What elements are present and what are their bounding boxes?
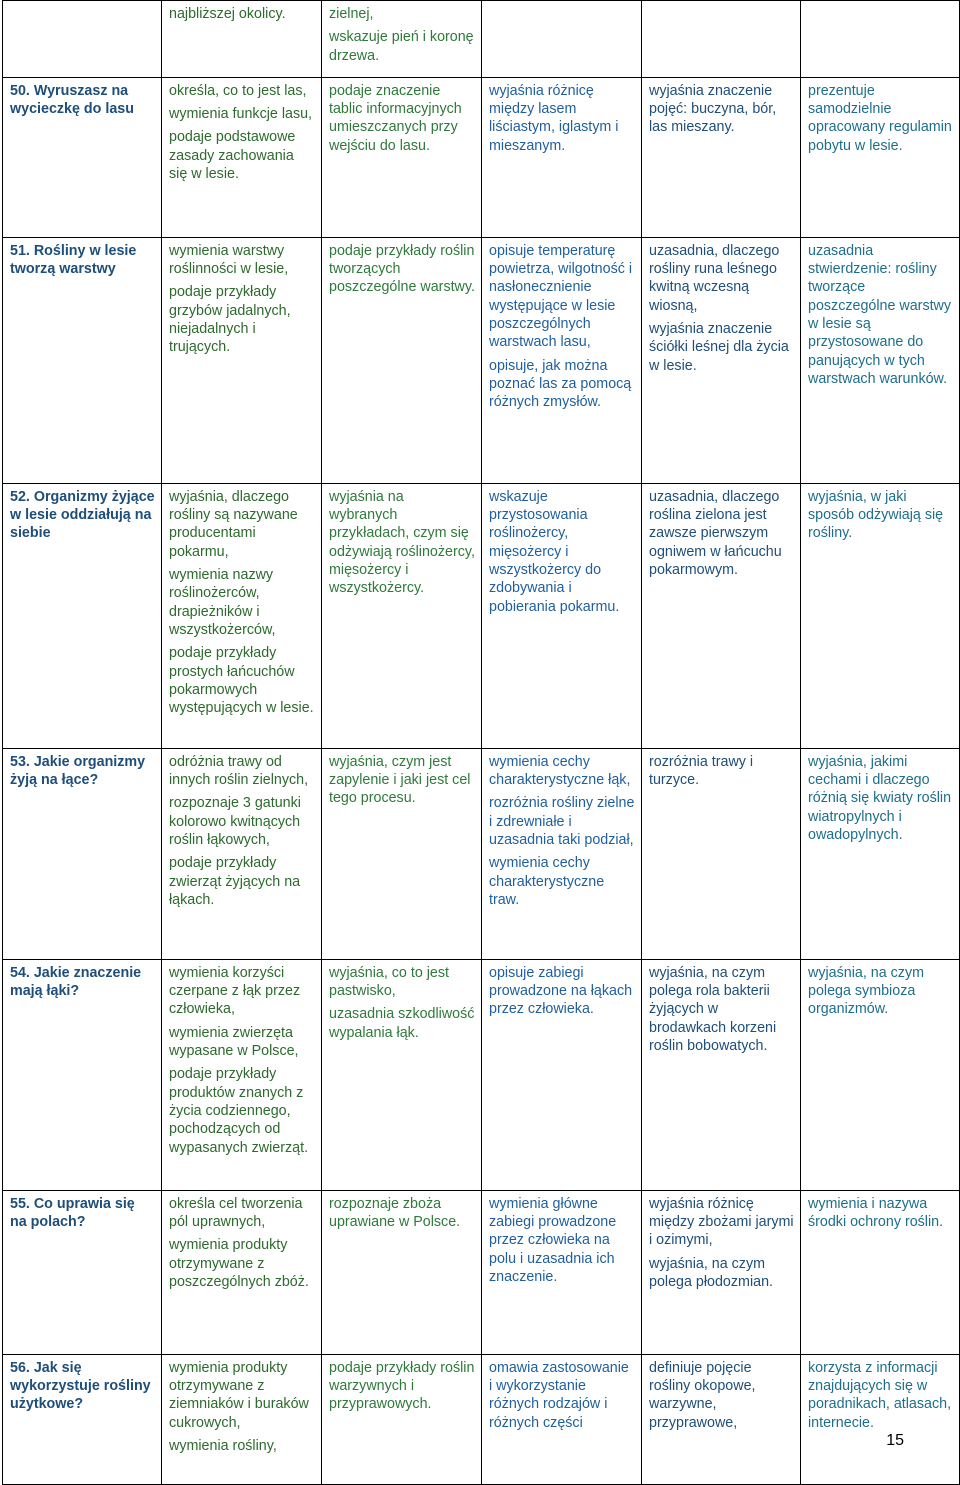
requirement-cell	[162, 1, 322, 78]
requirement-item: wyjaśnia, na czym polega rola bakterii żyjących w brodawkach korzeni roślin bobowatych.	[649, 964, 777, 1055]
requirement-item: opisuje, jak można poznać las za pomocą różnych zmysłów.	[489, 357, 632, 411]
requirement-cell	[801, 1354, 960, 1484]
requirement-cell	[482, 1354, 642, 1484]
requirement-cell	[322, 77, 482, 237]
requirement-cell	[642, 748, 801, 959]
requirement-cell	[162, 77, 322, 237]
page-number: 15	[886, 1432, 904, 1449]
requirement-item: wyjaśnia, w jaki sposób odżywiają się rośliny.	[808, 488, 944, 542]
requirement-item: opisuje temperaturę powietrza, wilgotność i nasłonecznienie występujące w lesie poszczególnych warstwach lasu,	[489, 242, 633, 351]
requirement-item: rozróżnia rośliny zielne i zdrewniałe i uzasadnia taki podział,	[489, 795, 635, 849]
topic-cell: 50. Wyruszasz na wycieczkę do lasu	[3, 77, 162, 237]
requirement-cell	[642, 1, 801, 78]
requirement-item: korzysta z informacji znajdujących się w poradnikach, atlasach, internecie.	[808, 1359, 952, 1431]
requirement-item: wymienia cechy charakterystyczne traw.	[489, 855, 605, 908]
table-row	[3, 748, 960, 959]
requirement-item: rozpoznaje zboża uprawiane w Polsce.	[329, 1195, 461, 1231]
requirement-item: wyjaśnia na wybranych przykładach, czym się odżywiają roślinożercy, mięsożercy i wszystkożercy.	[329, 488, 475, 597]
requirement-item: wyjaśnia, dlaczego rośliny są nazywane producentami pokarmu,	[169, 488, 298, 560]
requirement-item: wymienia korzyści czerpane z łąk przez człowieka,	[169, 964, 301, 1018]
requirement-item: wyjaśnia, co to jest pastwisko,	[329, 964, 449, 1000]
requirement-item: prezentuje samodzielnie opracowany regulamin pobytu w lesie.	[808, 82, 952, 154]
topic-cell: 55. Co uprawia się na polach?	[3, 1190, 162, 1354]
requirement-item: wyjaśnia różnicę między zbożami jarymi i ozimymi,	[649, 1195, 794, 1249]
requirement-item: rozpoznaje 3 gatunki kolorowo kwitnących roślin łąkowych,	[169, 795, 301, 849]
requirement-item: wskazuje pień i koronę drzewa.	[329, 29, 474, 64]
requirement-cell	[642, 959, 801, 1190]
requirement-item: wyjaśnia, jakimi cechami i dlaczego różnią się kwiaty roślin wiatropylnych i owadopylnych.	[808, 753, 952, 844]
requirement-cell	[482, 1190, 642, 1354]
table-row	[3, 1, 960, 78]
requirement-item: wymienia produkty otrzymywane z ziemniaków i buraków cukrowych,	[169, 1359, 309, 1431]
requirement-item: uzasadnia stwierdzenie: rośliny tworzące poszczególne warstwy w lesie są przystosowane do panujących w tych warstwach warunków.	[808, 242, 952, 387]
requirement-item: wymienia warstwy roślinności w lesie,	[169, 242, 289, 278]
table-row	[3, 483, 960, 748]
requirement-cell	[322, 959, 482, 1190]
requirement-cell	[801, 483, 960, 748]
requirement-item: podaje podstawowe zasady zachowania się w lesie.	[169, 129, 296, 183]
requirement-item: podaje przykłady produktów znanych z życia codziennego, pochodzących od wypasanych zwierząt.	[169, 1066, 309, 1156]
requirement-item: zielnej,	[329, 6, 374, 22]
requirement-cell	[642, 77, 801, 237]
table-row	[3, 1354, 960, 1484]
requirement-cell	[482, 1, 642, 78]
requirement-cell	[801, 748, 960, 959]
table-row	[3, 959, 960, 1190]
requirement-cell	[642, 237, 801, 483]
requirement-cell	[482, 748, 642, 959]
requirement-cell	[801, 237, 960, 483]
requirement-item: wymienia i nazywa środki ochrony roślin.	[808, 1195, 944, 1231]
requirement-item: podaje znaczenie tablic informacyjnych umieszczanych przy wejściu do lasu.	[329, 82, 462, 154]
topic-cell	[3, 1, 162, 78]
requirement-cell	[322, 748, 482, 959]
requirement-cell	[322, 1, 482, 78]
requirement-cell	[482, 77, 642, 237]
requirement-cell	[162, 237, 322, 483]
requirement-item: wyjaśnia znaczenie pojęć: buczyna, bór, las mieszany.	[649, 82, 777, 136]
requirement-cell	[162, 1190, 322, 1354]
requirement-item: uzasadnia szkodliwość wypalania łąk.	[329, 1006, 475, 1041]
requirement-item: wymienia funkcje lasu,	[169, 106, 313, 123]
requirement-item: podaje przykłady prostych łańcuchów pokarmowych występujących w lesie.	[169, 645, 314, 717]
requirement-cell	[482, 237, 642, 483]
table-row	[3, 1190, 960, 1354]
requirement-cell	[322, 1354, 482, 1484]
topic-cell: 53. Jakie organizmy żyją na łące?	[3, 748, 162, 959]
requirement-cell	[642, 1354, 801, 1484]
requirement-item: wyjaśnia, na czym polega płodozmian.	[649, 1255, 773, 1291]
requirement-cell	[162, 959, 322, 1190]
requirement-cell	[322, 483, 482, 748]
requirement-item: wymienia produkty otrzymywane z poszczególnych zbóż.	[169, 1237, 309, 1291]
requirement-item: wymienia główne zabiegi prowadzone przez człowieka na polu i uzasadnia ich znaczenie.	[489, 1195, 617, 1286]
requirement-cell	[162, 748, 322, 959]
requirement-cell	[322, 237, 482, 483]
requirement-cell	[801, 959, 960, 1190]
requirement-item: wyjaśnia różnicę między lasem liściastym, iglastym i mieszanym.	[489, 82, 619, 154]
requirement-item: wyjaśnia, czym jest zapylenie i jaki jest cel tego procesu.	[329, 753, 471, 807]
topic-cell: 52. Organizmy żyjące w lesie oddziałują na siebie	[3, 483, 162, 748]
requirement-item: uzasadnia, dlaczego roślina zielona jest zawsze pierwszym ogniwem w łańcuchu pokarmowym.	[649, 488, 782, 579]
requirement-cell	[482, 483, 642, 748]
requirement-item: definiuje pojęcie rośliny okopowe, warzywne, przyprawowe,	[649, 1359, 756, 1431]
requirement-item: najbliższej okolicy.	[169, 6, 286, 22]
requirement-cell	[801, 1190, 960, 1354]
requirement-item: wymienia nazwy roślinożerców, drapieżników i wszystkożerców,	[169, 567, 276, 638]
requirement-item: wyjaśnia, na czym polega symbioza organizmów.	[808, 964, 925, 1018]
topic-cell: 56. Jak się wykorzystuje rośliny użytkowe?	[3, 1354, 162, 1484]
requirement-cell	[642, 1190, 801, 1354]
topic-cell: 54. Jakie znaczenie mają łąki?	[3, 959, 162, 1190]
requirement-item: wymienia rośliny,	[169, 1438, 277, 1455]
requirements-table	[2, 0, 960, 1485]
requirement-item: określa, co to jest las,	[169, 82, 307, 99]
requirement-cell	[642, 483, 801, 748]
requirement-item: wymienia cechy charakterystyczne łąk,	[489, 753, 631, 789]
requirements-table-body	[3, 1, 960, 1485]
table-row	[3, 77, 960, 237]
topic-cell: 51. Rośliny w lesie tworzą warstwy	[3, 237, 162, 483]
requirement-item: podaje przykłady grzybów jadalnych, niejadalnych i trujących.	[169, 284, 291, 356]
requirement-item: omawia zastosowanie i wykorzystanie różnych rodzajów i różnych części	[489, 1359, 629, 1431]
requirement-item: wymienia zwierzęta wypasane w Polsce,	[169, 1024, 299, 1060]
requirement-item: określa cel tworzenia pól uprawnych,	[169, 1195, 303, 1231]
requirement-item: podaje przykłady zwierząt żyjących na łąkach.	[169, 855, 301, 908]
requirement-cell	[162, 483, 322, 748]
table-row	[3, 237, 960, 483]
requirement-item: uzasadnia, dlaczego rośliny runa leśnego kwitną wczesną wiosną,	[649, 242, 780, 314]
requirement-cell	[162, 1354, 322, 1484]
requirement-item: odróżnia trawy od innych roślin zielnych,	[169, 753, 309, 789]
requirement-item: wskazuje przystosowania roślinożercy, mięsożercy i wszystkożercy do zdobywania i pobierania pokarmu.	[489, 488, 620, 615]
requirement-cell	[801, 77, 960, 237]
requirement-item: wyjaśnia znaczenie ściółki leśnej dla życia w lesie.	[649, 321, 789, 374]
requirement-cell	[482, 959, 642, 1190]
requirement-item: rozróżnia trawy i turzyce.	[649, 753, 754, 789]
requirement-item: podaje przykłady roślin warzywnych i przyprawowych.	[329, 1359, 475, 1413]
requirement-cell	[322, 1190, 482, 1354]
requirement-cell	[801, 1, 960, 78]
requirement-item: opisuje zabiegi prowadzone na łąkach przez człowieka.	[489, 964, 633, 1018]
requirement-item: podaje przykłady roślin tworzących poszczególne warstwy.	[329, 242, 475, 296]
